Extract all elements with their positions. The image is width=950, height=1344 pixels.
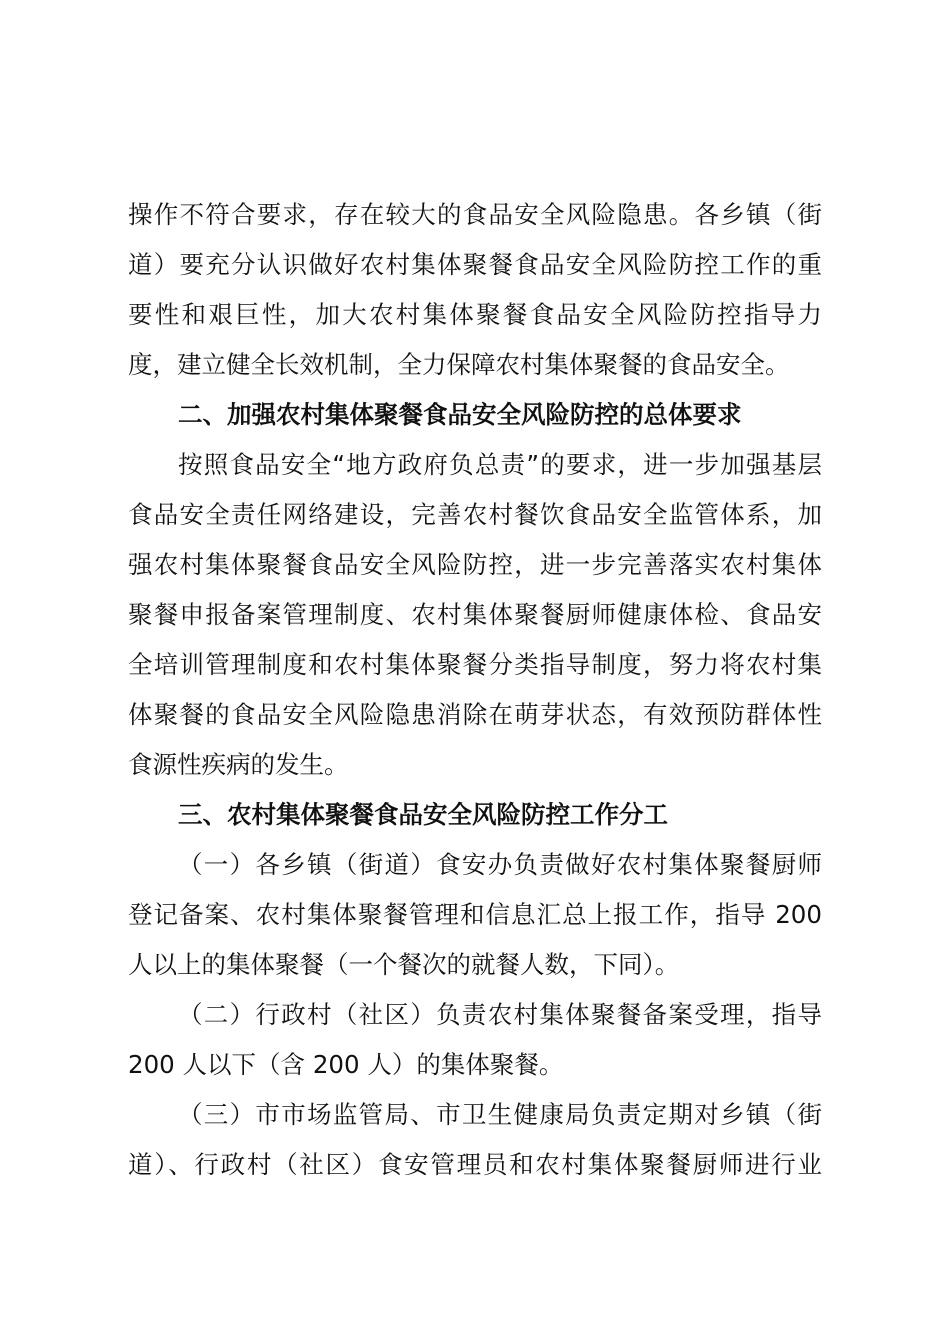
paragraph-general-requirements: [128, 440, 822, 790]
paragraph-risk-awareness: [128, 190, 822, 390]
text-line: 全培训管理制度和农村集体聚餐分类指导制度，努力将农村集: [128, 650, 822, 679]
text-line: 登记备案、农村集体聚餐管理和信息汇总上报工作，指导 200: [128, 900, 822, 929]
document-page: [128, 190, 822, 1190]
text-line: 200 人以下（含 200 人）的集体聚餐。: [128, 1050, 564, 1079]
text-line: （一）各乡镇（街道）食安办负责做好农村集体聚餐厨师: [178, 850, 822, 879]
text-line: 聚餐申报备案管理制度、农村集体聚餐厨师健康体检、食品安: [128, 600, 822, 629]
text-line: （二）行政村（社区）负责农村集体聚餐备案受理，指导: [178, 1000, 822, 1029]
text-line: 按照食品安全“地方政府负总责”的要求，进一步加强基层: [178, 450, 822, 479]
text-line: 人以上的集体聚餐（一个餐次的就餐人数，下同）。: [128, 950, 680, 979]
text-line: 要性和艰巨性，加大农村集体聚餐食品安全风险防控指导力: [128, 300, 822, 329]
text-line: 食品安全责任网络建设，完善农村餐饮食品安全监管体系，加: [128, 500, 822, 529]
text-line: 强农村集体聚餐食品安全风险防控，进一步完善落实农村集体: [128, 550, 822, 579]
text-line: 道）要充分认识做好农村集体聚餐食品安全风险防控工作的重: [128, 250, 822, 279]
paragraph-item-1: [128, 840, 822, 990]
paragraph-item-3: [128, 1090, 822, 1190]
paragraph-item-2: [128, 990, 822, 1090]
text-line: 道）、行政村（社区）食安管理员和农村集体聚餐厨师进行业: [128, 1150, 822, 1179]
text-line: 操作不符合要求，存在较大的食品安全风险隐患。各乡镇（街: [128, 200, 822, 229]
text-line: 度，建立健全长效机制，全力保障农村集体聚餐的食品安全。: [128, 350, 790, 379]
section-heading-general-requirements: 二、加强农村集体聚餐食品安全风险防控的总体要求: [178, 400, 742, 429]
section-heading-division-of-work: 三、农村集体聚餐食品安全风险防控工作分工: [178, 800, 668, 829]
text-line: 体聚餐的食品安全风险隐患消除在萌芽状态，有效预防群体性: [128, 700, 822, 729]
text-line: （三）市市场监管局、市卫生健康局负责定期对乡镇（街: [178, 1100, 822, 1129]
text-line: 食源性疾病的发生。: [128, 750, 349, 779]
